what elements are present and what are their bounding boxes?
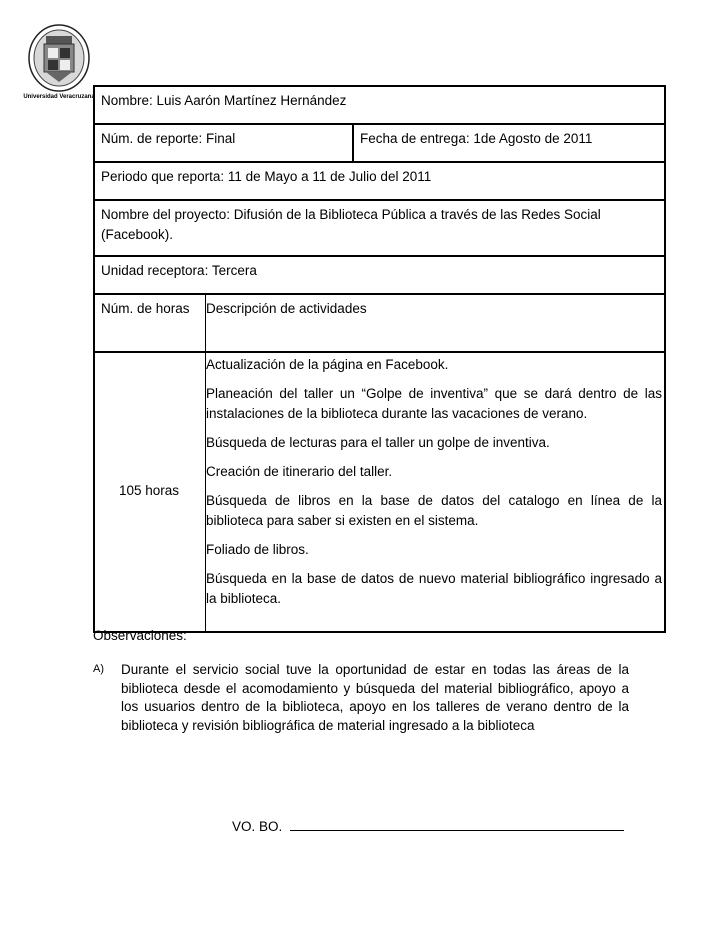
proyecto-row — [93, 199, 666, 257]
vobo-label: VO. BO. — [232, 819, 283, 834]
num-reporte-field: Núm. de reporte: Final — [95, 125, 354, 161]
activity-item: Actualización de la página en Facebook. — [206, 357, 449, 372]
university-name: Universidad Veracruzana — [23, 94, 95, 100]
university-logo — [22, 22, 96, 106]
observaciones-item — [93, 661, 629, 735]
hours-column-header: Núm. de horas — [101, 301, 190, 316]
activities-row — [93, 351, 666, 633]
activity-item: Búsqueda de libros en la base de datos del catalogo en línea de la biblioteca para saber si existen en el sistema. — [206, 493, 662, 528]
activity-item: Búsqueda de lecturas para el taller un golpe de inventiva. — [206, 435, 550, 450]
proyecto-line-2: (Facebook). — [101, 227, 174, 242]
periodo-row — [93, 161, 666, 201]
observaciones-text: Durante el servicio social tuve la oportunidad de estar en todas las áreas de la biblioteca desde el acomodamiento y búsqueda del material bibliográfico, apoyo a los usuarios dentro de la biblioteca, apoyo en los talleres de verano dentro de la biblioteca y revisión bibliográfica de material ingresado a la biblioteca — [121, 662, 629, 733]
nombre-field: Nombre: Luis Aarón Martínez Hernández — [101, 93, 347, 108]
vobo-signature — [232, 818, 624, 834]
fecha-entrega-field: Fecha de entrega: 1de Agosto de 2011 — [360, 131, 593, 146]
unidad-field: Unidad receptora: Tercera — [101, 263, 257, 278]
reporte-row — [93, 123, 666, 163]
activity-item: Creación de itinerario del taller. — [206, 464, 393, 479]
signature-line — [290, 818, 624, 831]
proyecto-line-1: Nombre del proyecto: Difusión de la Biblioteca Pública a través de las Redes Social — [101, 207, 601, 222]
unidad-row — [93, 255, 666, 295]
activities-list — [205, 353, 664, 631]
activity-item: Búsqueda en la base de datos de nuevo material bibliográfico ingresado a la biblioteca. — [206, 571, 662, 606]
list-marker: A) — [93, 663, 104, 675]
periodo-field: Periodo que reporta: 11 de Mayo a 11 de Julio del 2011 — [101, 169, 432, 184]
activity-item: Foliado de libros. — [206, 542, 309, 557]
hours-value: 105 horas — [119, 483, 180, 498]
activities-header-row — [93, 293, 666, 353]
activity-item: Planeación del taller un “Golpe de inventiva” que se dará dentro de las instalaciones de la biblioteca durante las vacaciones de verano. — [206, 386, 662, 421]
description-column-header: Descripción de actividades — [205, 295, 664, 351]
university-seal-icon — [22, 22, 96, 94]
observaciones-title: Observaciones: — [93, 628, 187, 643]
hours-cell — [95, 353, 205, 631]
nombre-row — [93, 85, 666, 125]
